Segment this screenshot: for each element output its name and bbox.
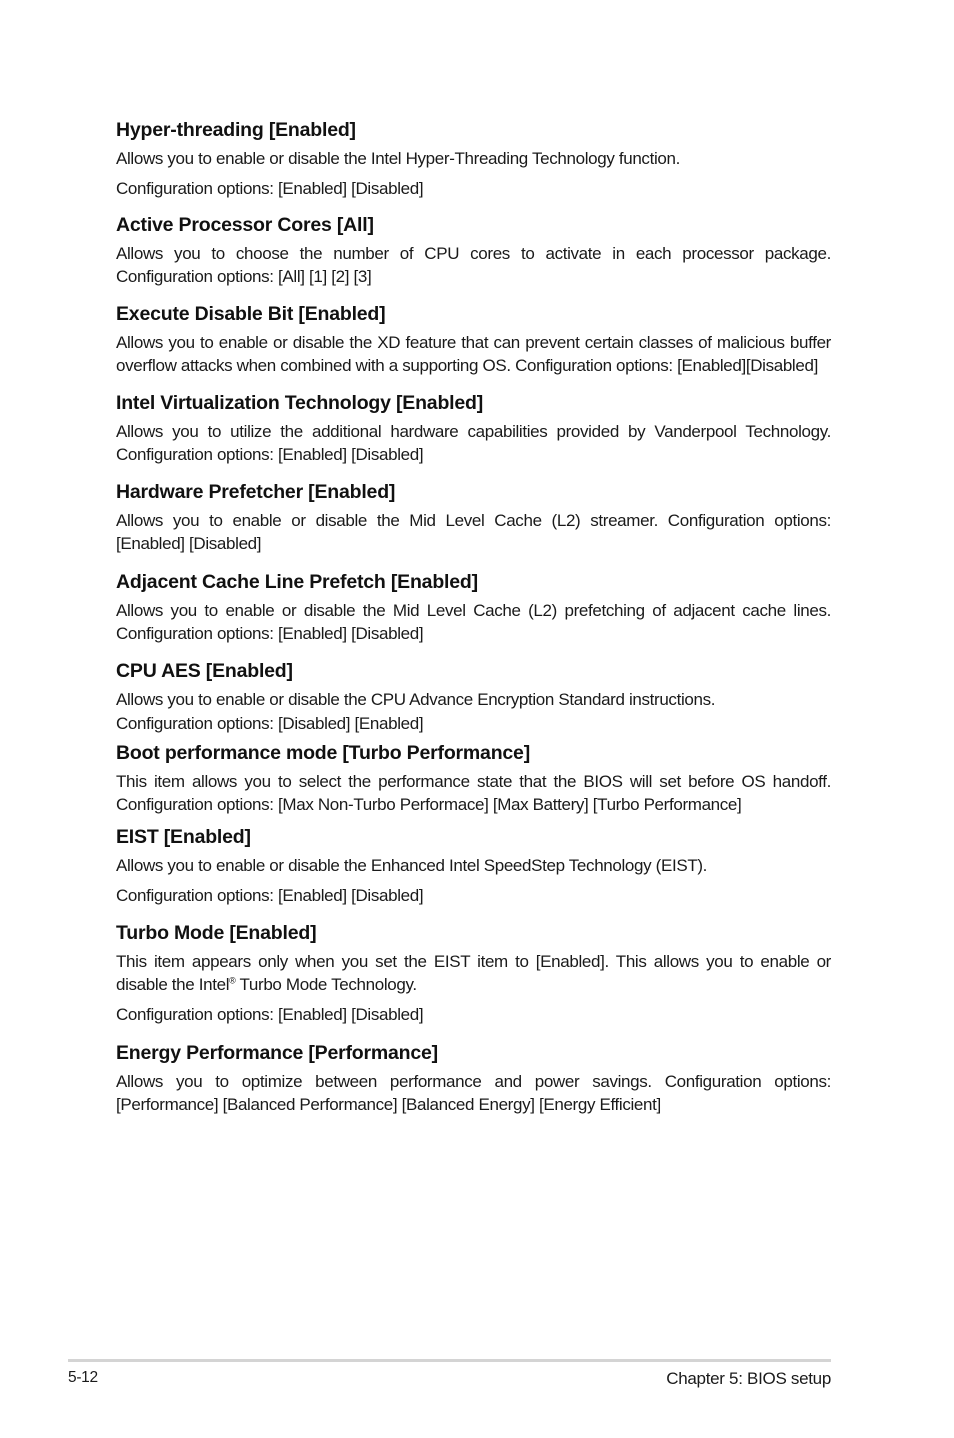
section-title: Boot performance mode [Turbo Performance]: [116, 742, 530, 764]
section-config-options: Configuration options: [Enabled] [Disabled]: [116, 1005, 424, 1024]
page-number: 5-12: [68, 1369, 98, 1386]
section-description: Allows you to enable or disable the Mid Level Cache (L2) streamer. Configuration options: [Enabled] [Disabled]: [116, 511, 831, 553]
section-description: Allows you to enable or disable the Enhanced Intel SpeedStep Technology (EIST).: [116, 856, 708, 875]
section-intel-virtualization: [116, 391, 831, 466]
section-description: Allows you to enable or disable the CPU Advance Encryption Standard instructions.: [116, 690, 716, 709]
section-adjacent-cache-line: [116, 570, 831, 645]
section-description: Allows you to enable or disable the Mid Level Cache (L2) prefetching of adjacent cache lines. Configuration options: [Enabled] [Disabled]: [116, 601, 831, 643]
section-title: Adjacent Cache Line Prefetch [Enabled]: [116, 571, 478, 593]
section-execute-disable-bit: [116, 302, 831, 377]
section-title: Active Processor Cores [All]: [116, 214, 374, 236]
section-description: Allows you to choose the number of CPU cores to activate in each processor package. Configuration options: [All] [1] [2] [3]: [116, 244, 831, 286]
section-eist: [116, 825, 831, 907]
section-energy-performance: [116, 1041, 831, 1116]
chapter-title: Chapter 5: BIOS setup: [666, 1369, 831, 1388]
section-title: Intel Virtualization Technology [Enabled]: [116, 392, 484, 414]
section-description: Allows you to enable or disable the Intel Hyper-Threading Technology function.: [116, 149, 680, 168]
section-boot-performance-mode: [116, 741, 831, 816]
description-text-tail: Turbo Mode Technology.: [235, 975, 417, 994]
section-title: CPU AES [Enabled]: [116, 660, 293, 682]
section-title: Energy Performance [Performance]: [116, 1042, 438, 1064]
section-description: Allows you to optimize between performance and power savings. Configuration options: [Performance] [Balanced Performance] [Balanced Energy] [Energy Efficient]: [116, 1072, 831, 1114]
registered-trademark-mark: ®: [229, 975, 236, 986]
section-description: Allows you to enable or disable the XD feature that can prevent certain classes of malicious buffer overflow attacks when combined with a supporting OS. Configuration options: [Enabled][Disabled]: [116, 333, 831, 375]
section-cpu-aes: [116, 659, 831, 735]
footer-divider: [68, 1359, 831, 1362]
section-title: Turbo Mode [Enabled]: [116, 922, 317, 944]
section-title: Hardware Prefetcher [Enabled]: [116, 481, 396, 503]
section-description: [116, 950, 831, 996]
section-title: EIST [Enabled]: [116, 826, 251, 848]
section-description: This item allows you to select the performance state that the BIOS will set before OS handoff. Configuration options: [Max Non-Turbo Performace] [Max Battery] [Turbo Performance]: [116, 772, 831, 814]
section-config-options: Configuration options: [Disabled] [Enabled]: [116, 714, 424, 733]
section-hyper-threading: [116, 118, 831, 200]
section-turbo-mode: [116, 921, 831, 1026]
section-description: Allows you to utilize the additional hardware capabilities provided by Vanderpool Technology. Configuration options: [Enabled] [Disabled]: [116, 422, 831, 464]
section-active-processor-cores: [116, 213, 831, 288]
document-body: [116, 118, 831, 1116]
section-title: Execute Disable Bit [Enabled]: [116, 303, 386, 325]
section-config-options: Configuration options: [Enabled] [Disabled]: [116, 179, 424, 198]
section-config-options: Configuration options: [Enabled] [Disabled]: [116, 886, 424, 905]
description-text: This item appears only when you set the EIST item to [Enabled]. This allows you to enable or disable the Intel: [116, 952, 831, 994]
section-hardware-prefetcher: [116, 480, 831, 555]
section-title: Hyper-threading [Enabled]: [116, 119, 356, 141]
